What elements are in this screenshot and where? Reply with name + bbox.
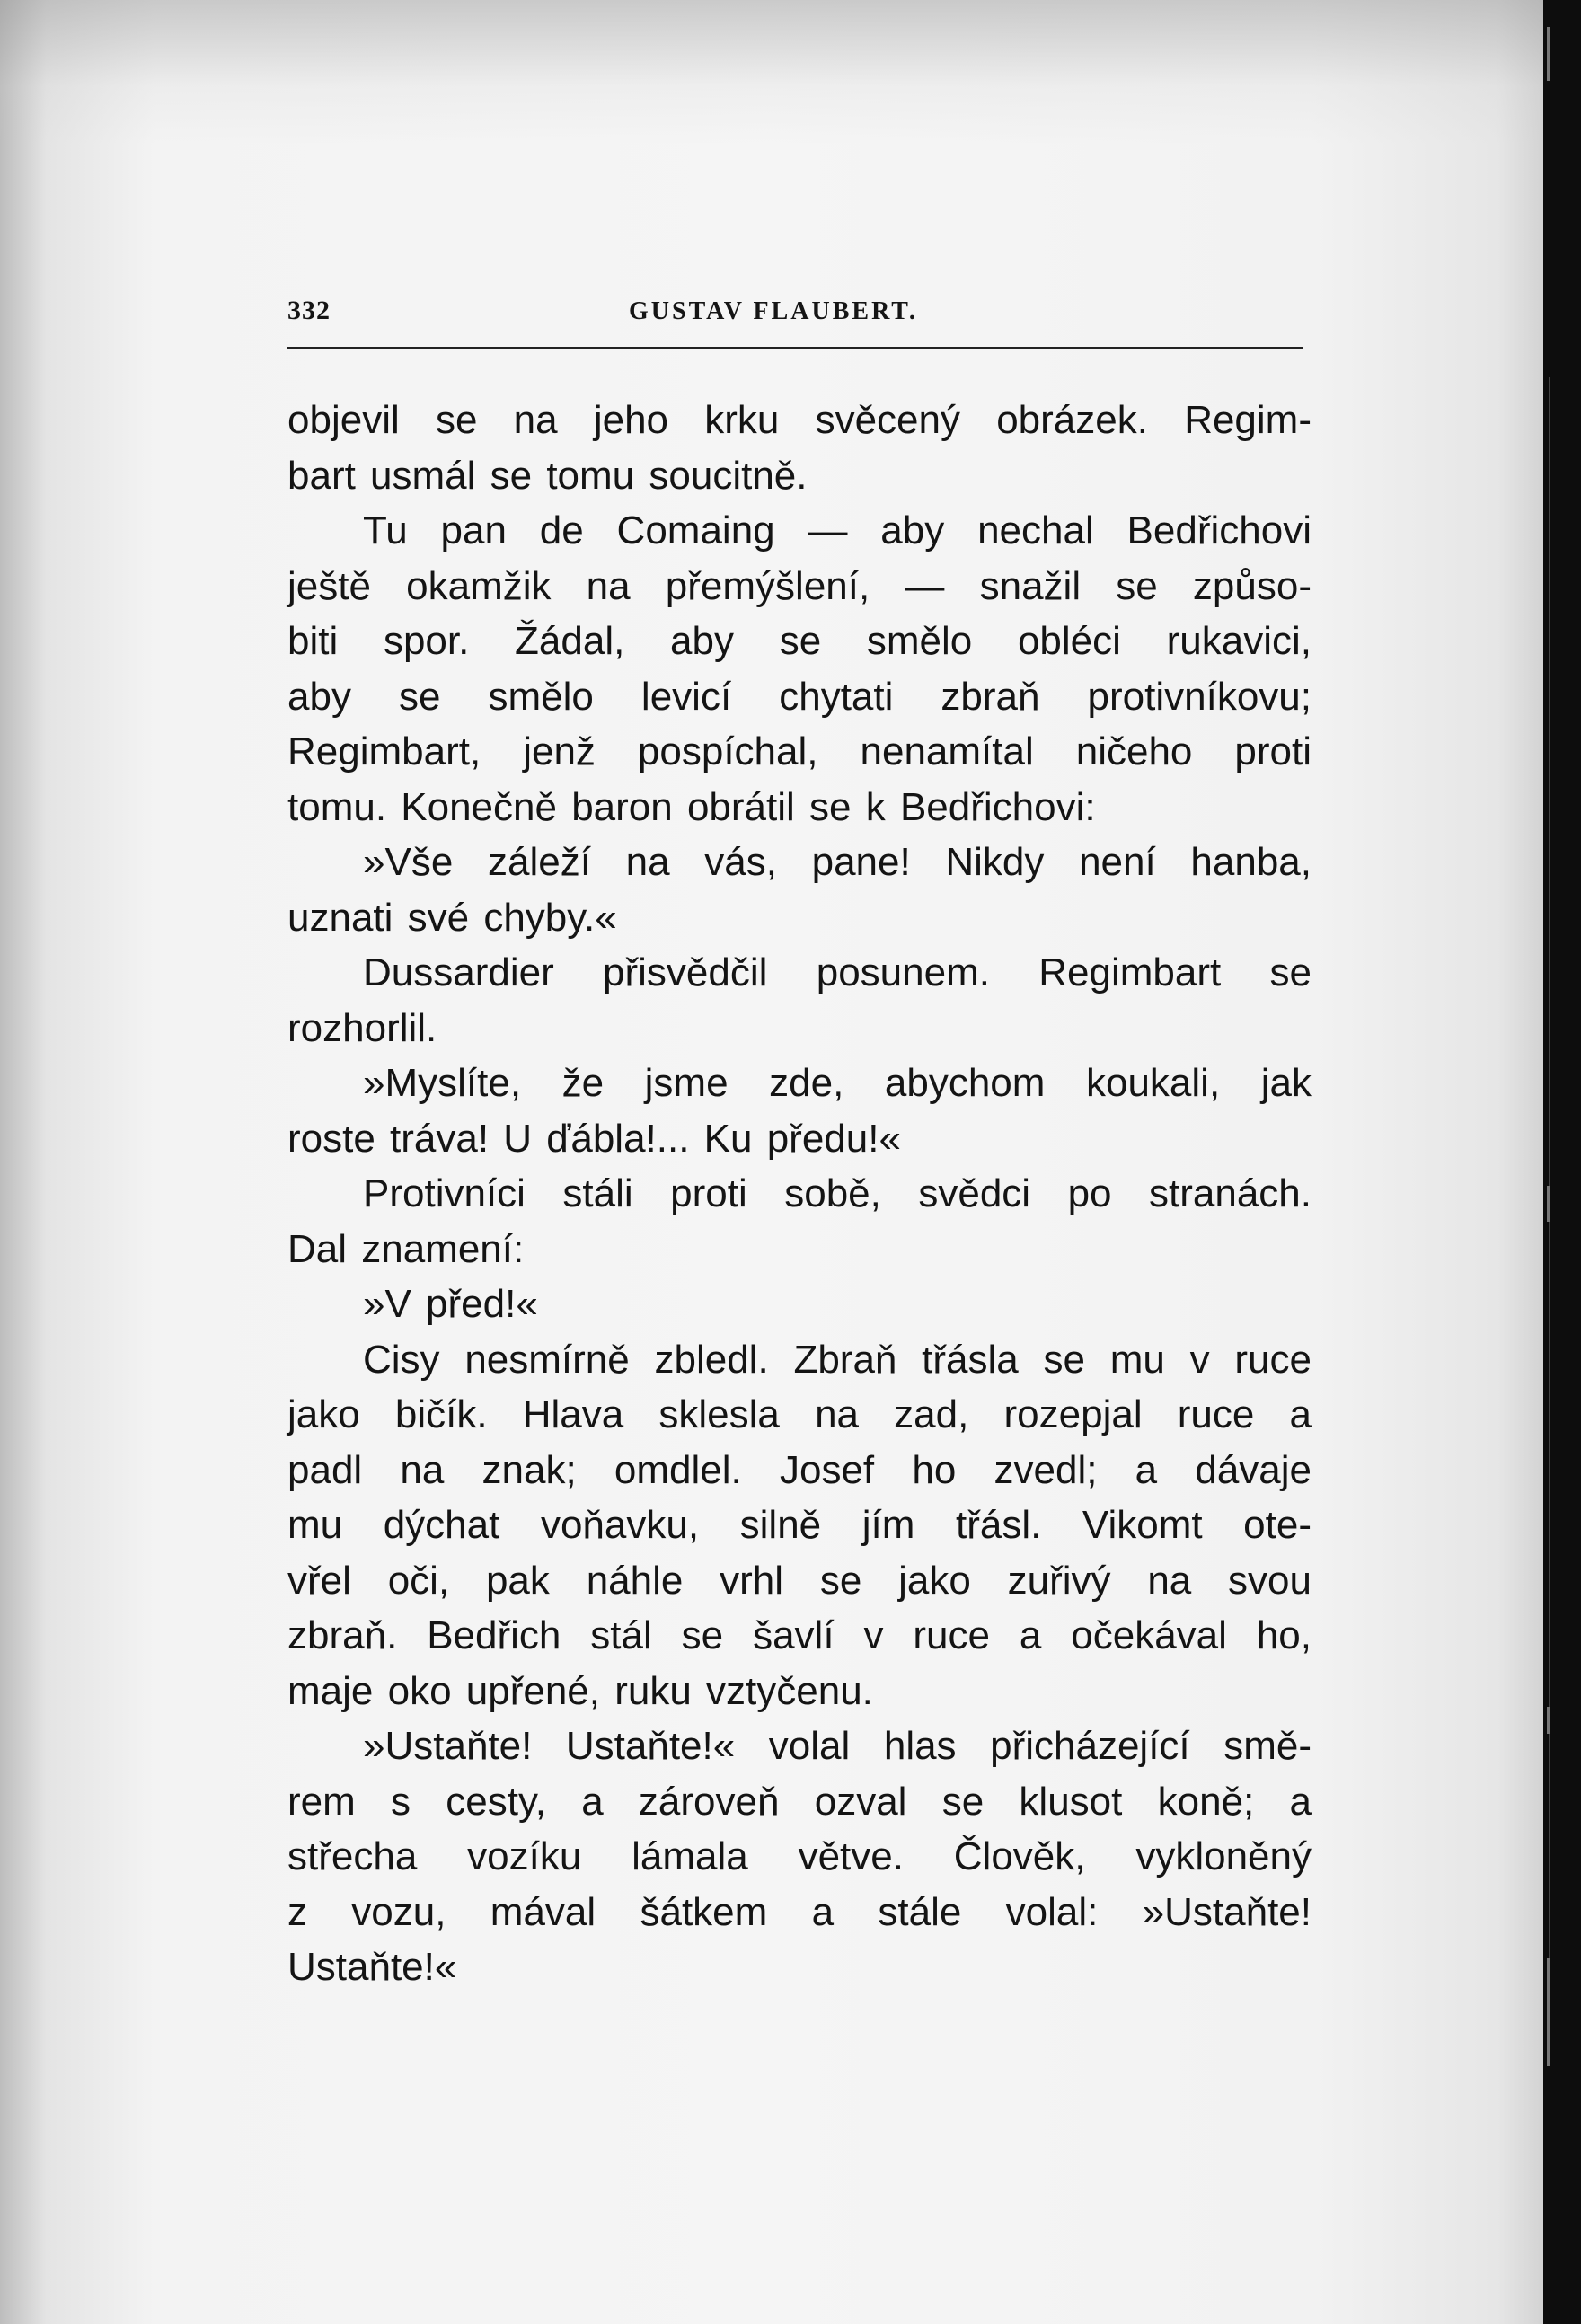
text-line: zbraň. Bedřich stál se šavlí v ruce a očekával ho, (287, 1613, 1312, 1657)
text-line: rem s cesty, a zároveň ozval se klusot koně; a (287, 1779, 1312, 1824)
text-line: mu dýchat voňavku, silně jím třásl. Vikomt ote- (287, 1503, 1312, 1547)
scan-mark (1547, 1186, 1550, 1222)
text-line: »V před!« (363, 1282, 538, 1326)
text-line: »Myslíte, že jsme zde, abychom koukali, jak (363, 1061, 1312, 1105)
scan-edge (1543, 0, 1581, 2324)
text-line: aby se smělo levicí chytati zbraň protivníkovu; (287, 674, 1312, 719)
scan-mark (1547, 27, 1550, 81)
text-line: uznati své chyby.« (287, 895, 617, 940)
text-line: jako bičík. Hlava sklesla na zad, rozepjal ruce a (287, 1392, 1312, 1436)
running-title: GUSTAV FLAUBERT. (629, 297, 918, 325)
page-shadow (0, 0, 1543, 144)
text-line: Dussardier přisvědčil posunem. Regimbart se (363, 950, 1312, 994)
body-text (287, 393, 1312, 1995)
scan-mark (1547, 1707, 1550, 1734)
text-line: Dal znamení: (287, 1226, 525, 1271)
text-line: rozhorlil. (287, 1005, 437, 1050)
text-line: Regimbart, jenž pospíchal, nenamítal ničeho proti (287, 729, 1312, 773)
text-line: střecha vozíku lámala větve. Člověk, vykloněný (287, 1834, 1312, 1878)
text-line: bart usmál se tomu soucitně. (287, 453, 808, 498)
text-line: »Vše záleží na vás, pane! Nikdy není hanba, (363, 840, 1312, 884)
text-line: biti spor. Žádal, aby se smělo obléci rukavici, (287, 619, 1312, 663)
text-line: objevil se na jeho krku svěcený obrázek. Regim- (287, 398, 1312, 442)
text-line: ještě okamžik na přemýšlení, — snažil se způso- (287, 563, 1312, 608)
text-line: padl na znak; omdlel. Josef ho zvedl; a dávaje (287, 1447, 1312, 1492)
scan-mark (1547, 1958, 1550, 2066)
page-header (287, 292, 1303, 346)
text-line: Cisy nesmírně zbledl. Zbraň třásla se mu v ruce (363, 1337, 1312, 1382)
page-number: 332 (287, 296, 331, 325)
text-line: z vozu, mával šátkem a stále volal: »Ustaňte! (287, 1889, 1312, 1934)
text-line: Ustaňte!« (287, 1945, 457, 1989)
text-line: maje oko upřené, ruku vztyčenu. (287, 1668, 873, 1713)
text-line: Protivníci stáli proti sobě, svědci po stranách. (363, 1171, 1312, 1215)
text-line: Tu pan de Comaing — aby nechal Bedřichovi (363, 508, 1312, 552)
text-line: tomu. Konečně baron obrátil se k Bedřichovi: (287, 784, 1096, 829)
text-line: vřel oči, pak náhle vrhl se jako zuřivý na svou (287, 1558, 1312, 1603)
text-line: roste tráva! U ďábla!... Ku předu!« (287, 1116, 901, 1161)
text-line: »Ustaňte! Ustaňte!« volal hlas přicházející smě- (363, 1724, 1312, 1768)
header-rule (287, 347, 1303, 349)
